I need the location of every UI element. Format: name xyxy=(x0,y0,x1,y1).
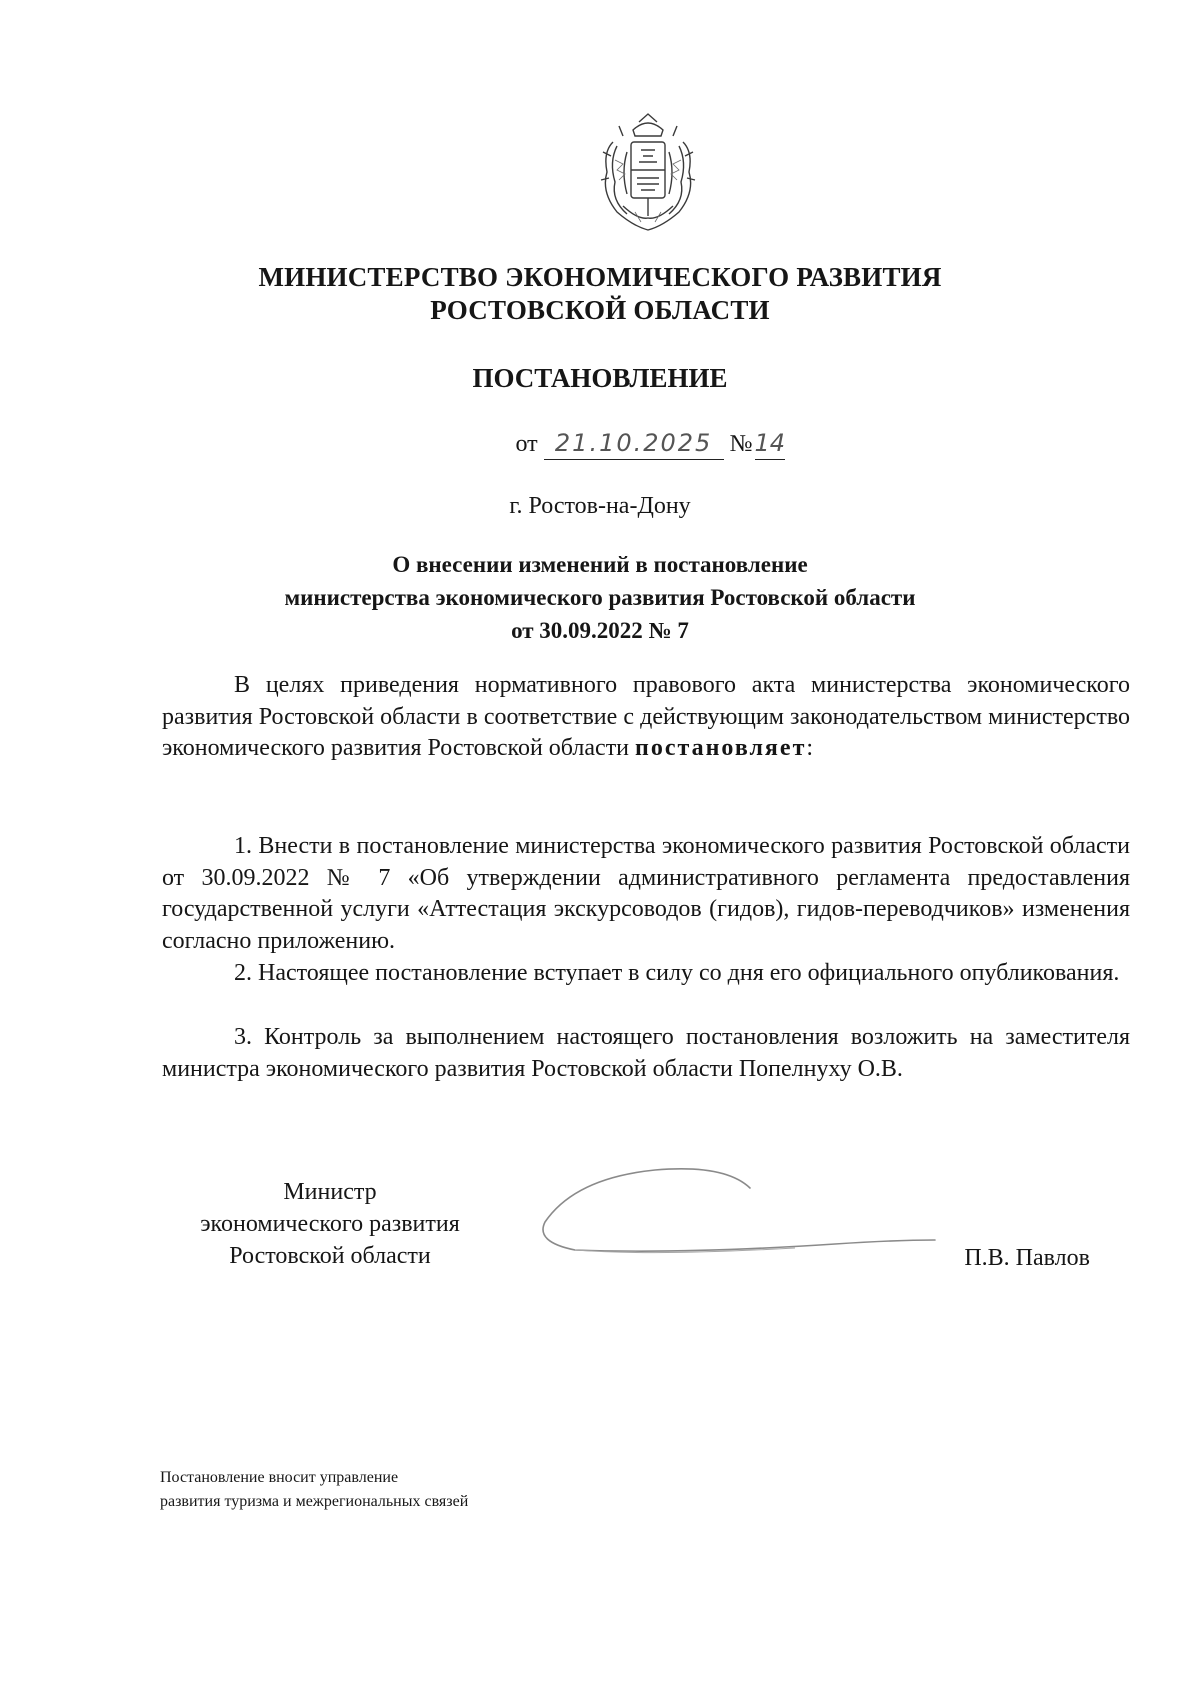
item-3-paragraph xyxy=(162,1022,1130,1085)
intro-colon: : xyxy=(806,735,814,761)
handwritten-date: 21.10.2025 xyxy=(544,427,724,460)
ministry-name xyxy=(220,261,980,327)
city-line: г. Ростов-на-Дону xyxy=(509,493,691,519)
intro-paragraph xyxy=(162,670,1130,765)
signatory-title-line2: экономического развития xyxy=(200,1211,460,1237)
handwritten-signature xyxy=(535,1150,955,1260)
footer-line1: Постановление вносит управление xyxy=(160,1469,399,1486)
decree-subject xyxy=(180,548,1020,647)
handwritten-number: 14 xyxy=(755,427,785,460)
item-2-paragraph xyxy=(162,958,1130,990)
coat-of-arms-emblem xyxy=(593,112,703,234)
item-3-text: 3. Контроль за выполнением настоящего постановления возложить на заместителя министра экономического развития Ростовской области Попелнуху О.В. xyxy=(162,1024,1130,1082)
item-2-text: 2. Настоящее постановление вступает в силу со дня его официального опубликования. xyxy=(234,960,1120,986)
document-type: ПОСТАНОВЛЕНИЕ xyxy=(472,363,728,393)
intro-text: В целях приведения нормативного правового акта министерства экономического развития Ростовской области в соответствие с действующим законодательством министерство экономического развития Ростовской области xyxy=(162,672,1130,761)
footer-line2: развития туризма и межрегиональных связей xyxy=(160,1493,469,1510)
footer-note xyxy=(160,1466,660,1514)
signatory-title-line3: Ростовской области xyxy=(229,1243,431,1269)
subject-line2: министерства экономического развития Ростовской области xyxy=(284,585,916,610)
ministry-name-line1: МИНИСТЕРСТВО ЭКОНОМИЧЕСКОГО РАЗВИТИЯ xyxy=(258,262,942,292)
date-number-line xyxy=(500,427,800,460)
subject-line1: О внесении изменений в постановление xyxy=(392,552,808,577)
ministry-name-line2: РОСТОВСКОЙ ОБЛАСТИ xyxy=(430,295,770,325)
signatory-title xyxy=(160,1176,500,1272)
signatory-name: П.В. Павлов xyxy=(964,1245,1090,1271)
subject-line3: от 30.09.2022 № 7 xyxy=(511,618,689,643)
item-1-paragraph xyxy=(162,831,1130,957)
item-1-text: 1. Внести в постановление министерства экономического развития Ростовской области от 30.09.2022 № 7 «Об утверждении административного регламента предоставления государственной услуги «Аттестация экскурсоводов (гидов), гидов-переводчиков» изменения согласно приложению. xyxy=(162,833,1130,954)
number-prefix: № xyxy=(729,431,753,457)
date-prefix: от xyxy=(515,431,538,457)
intro-emphasis: постановляет xyxy=(635,735,807,761)
signatory-title-line1: Министр xyxy=(283,1179,377,1205)
